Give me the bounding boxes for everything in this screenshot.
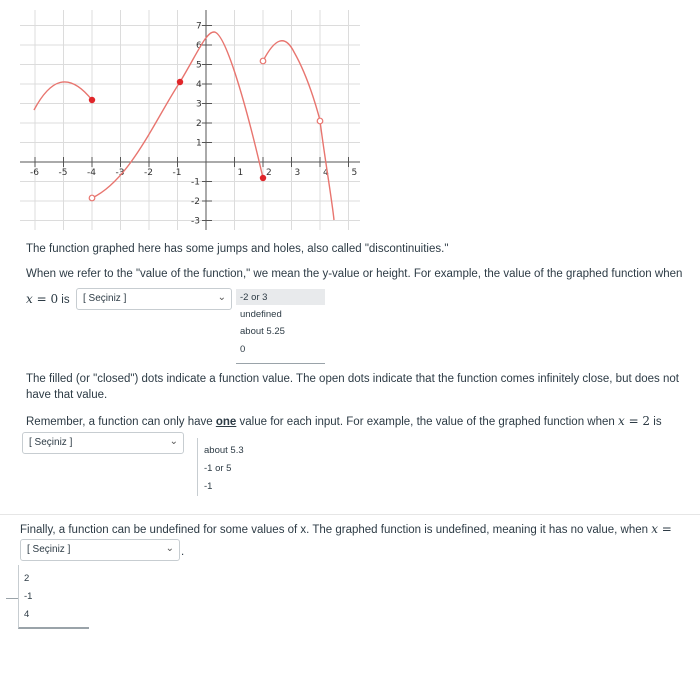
y-tick-label: 5 [196, 60, 202, 71]
x-tick-label: 2 [266, 168, 272, 178]
y-tick-label: -3 [191, 216, 200, 227]
y-tick-label: 4 [196, 80, 202, 90]
option-item[interactable]: about 5.3 [204, 445, 244, 456]
option-item[interactable]: -1 [204, 481, 213, 492]
closed-dot [260, 175, 266, 181]
x-tick-label: -3 [115, 168, 125, 178]
curve-middle [92, 82, 180, 198]
math-var-x: x [617, 414, 625, 428]
option-item[interactable]: -1 [24, 591, 33, 602]
x-tick-label: -4 [87, 168, 96, 178]
q3-period: . [181, 546, 185, 558]
chevron-down-icon: ⌄ [165, 543, 174, 554]
graph-grid [20, 10, 360, 230]
math-var-x: x [651, 522, 658, 536]
x-tick-label: 3 [294, 168, 301, 178]
x-tick-label: 1 [237, 168, 244, 178]
y-tick-label: 3 [196, 99, 202, 110]
x-tick-label: -2 [144, 168, 153, 178]
dots-explanation-line2: have that value. [26, 389, 108, 401]
y-tick-label: 2 [196, 119, 202, 129]
option-item[interactable]: about 5.25 [240, 326, 285, 337]
y-tick-label: 7 [196, 21, 202, 32]
option-item[interactable]: -1 or 5 [204, 463, 232, 474]
math-eq: = 2 [624, 414, 651, 428]
x-tick-label: -5 [58, 168, 68, 178]
q3-options-list [18, 565, 89, 629]
math-is: is [58, 294, 70, 306]
math-var-x: x [26, 292, 33, 306]
q1-text: When we refer to the "value of the function," we mean the y-value or height. For example, the value of the graphed function when [26, 268, 683, 280]
q1-options-list [236, 288, 325, 364]
chevron-down-icon: ⌄ [217, 292, 226, 303]
x-tick-label: 4 [323, 168, 329, 178]
q2-emphasis: one [215, 416, 237, 428]
open-dot [317, 118, 323, 124]
intro-text: The function graphed here has some jumps and holes, also called "discontinuities." [26, 243, 449, 255]
option-item[interactable]: 2 [24, 573, 30, 584]
graph-axes [20, 10, 360, 230]
q2-select[interactable] [22, 432, 184, 454]
option-item[interactable]: -2 or 3 [236, 289, 325, 305]
q3-text-main: Finally, a function can be undefined for some values of x. The graphed function is undefined, meaning it has no value, when [20, 524, 652, 536]
curve-right [263, 41, 334, 220]
function-curves [34, 32, 334, 220]
open-dot [89, 195, 95, 201]
function-graph [20, 10, 360, 230]
curve-peak [180, 32, 263, 178]
q3-text [20, 521, 672, 538]
open-dot [260, 58, 266, 64]
x-tick-label: -6 [30, 168, 39, 178]
math-eq: = [657, 522, 672, 536]
select-placeholder: [ Seçiniz ] [83, 293, 127, 304]
math-is: is [650, 416, 662, 428]
select-placeholder: [ Seçiniz ] [27, 544, 71, 555]
q2-text-after: value for each input. For example, the value of the graphed function when [236, 416, 618, 428]
y-tick-label: 1 [196, 138, 202, 149]
y-tick-label: -1 [191, 177, 200, 188]
q1-math [26, 291, 70, 308]
closed-dot [177, 79, 183, 85]
y-tick-label: 6 [196, 41, 202, 51]
q3-select[interactable] [20, 539, 180, 561]
q1-select[interactable] [76, 288, 232, 310]
closed-dot [89, 97, 95, 103]
select-placeholder: [ Seçiniz ] [29, 437, 73, 448]
divider [0, 514, 700, 515]
q2-options-list [197, 438, 268, 496]
chevron-down-icon: ⌄ [169, 436, 178, 447]
option-item[interactable]: 4 [24, 609, 30, 620]
tick-mark [6, 598, 18, 599]
q2-text [26, 413, 662, 430]
x-tick-label: -1 [172, 168, 182, 178]
math-eq: = 0 [32, 292, 59, 306]
x-tick-label: 5 [351, 168, 358, 178]
option-item[interactable]: undefined [240, 309, 282, 320]
q2-text-before: Remember, a function can only have [26, 416, 216, 428]
y-tick-label: -2 [191, 197, 200, 207]
option-item[interactable]: 0 [240, 344, 246, 355]
dots-explanation-line1: The filled (or "closed") dots indicate a function value. The open dots indicate that the function comes infinitely close, but does not [26, 373, 679, 385]
